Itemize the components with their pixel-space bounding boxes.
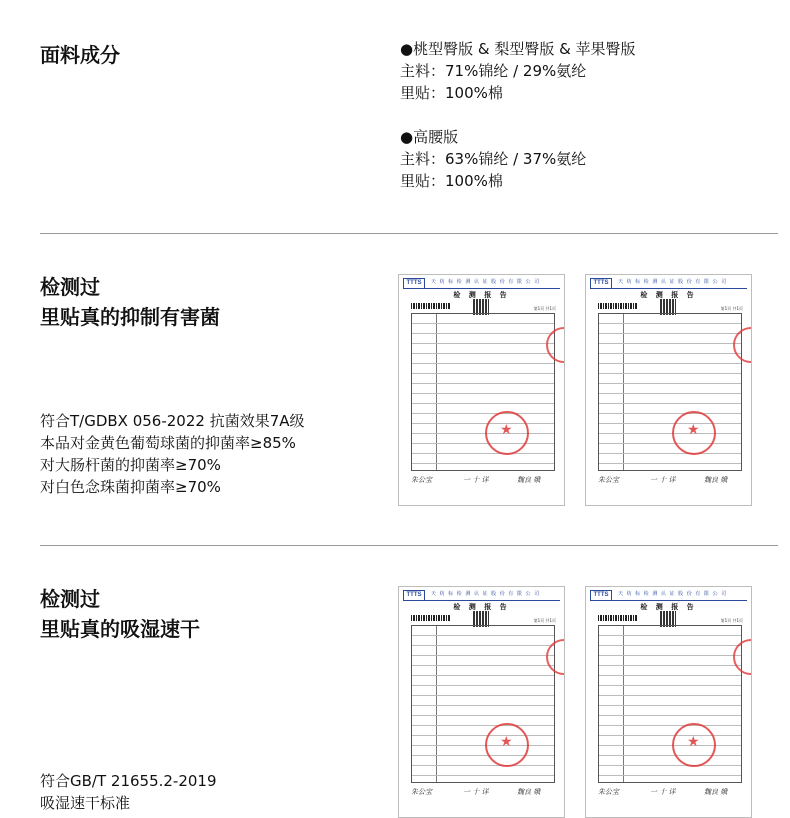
report-title: 检 测 报 告 [640,291,697,299]
report-title: 检 测 报 告 [453,603,510,611]
test-report-image [398,274,565,506]
antibacterial-detail: 对白色念珠菌抑菌率≥70% [40,478,221,496]
report-stamp-icon [485,411,529,455]
report-barcode [598,303,638,309]
moisture-detail: 符合GB/T 21655.2-2019 [40,772,217,790]
antibacterial-detail: 符合T/GDBX 056-2022 抗菌效果7A级 [40,412,305,430]
report-stamp-icon [672,723,716,767]
moisture-detail: 吸湿速干标准 [40,794,131,812]
report-signature: 朱公宝 [598,476,619,484]
moisture-details [40,770,217,814]
report-signature: 朱公宝 [598,788,619,796]
report-logo: TTTS [590,278,612,289]
antibacterial-heading [40,272,220,332]
fabric-group-2-title: ●高腰版 [400,128,459,146]
antibacterial-details [40,410,305,498]
report-signature: 朱公宝 [411,476,432,484]
report-signature: 一 十 详 [650,788,676,796]
report-signature: 魏良 娥 [517,788,541,796]
report-page: 第1页 共1页 [720,618,743,623]
report-logo: TTTS [403,590,425,601]
antibacterial-detail: 本品对金黄色葡萄球菌的抑菌率≥85% [40,434,296,452]
report-signature: 一 十 详 [463,788,489,796]
antibacterial-detail: 对大肠杆菌的抑菌率≥70% [40,456,221,474]
report-barcode [411,303,451,309]
antibacterial-heading-line-2: 里贴真的抑制有害菌 [40,305,220,329]
moisture-heading-line-1: 检测过 [40,587,100,611]
antibacterial-heading-line-1: 检测过 [40,275,100,299]
report-org: 天 纺 标 检 测 认 证 股 份 有 限 公 司 [618,591,728,597]
fabric-group-2-main: 主料：63%锦纶 / 37%氨纶 [400,150,587,168]
report-table [598,625,742,783]
report-signature: 朱公宝 [411,788,432,796]
report-barcode [411,615,451,621]
report-org: 天 纺 标 检 测 认 证 股 份 有 限 公 司 [618,279,728,285]
report-signature: 魏良 娥 [704,788,728,796]
fabric-heading: 面料成分 [40,43,120,67]
report-stamp-icon [672,411,716,455]
report-barcode [598,615,638,621]
test-report-image [585,586,752,818]
fabric-group-2-lining: 里贴：100%棉 [400,172,503,190]
report-stamp-icon [485,723,529,767]
report-page: 第1页 共1页 [720,306,743,311]
report-table [411,625,555,783]
report-title: 检 测 报 告 [640,603,697,611]
fabric-group-1-title: ●桃型臀版 & 梨型臀版 & 苹果臀版 [400,40,636,58]
fabric-group-1 [400,38,636,104]
report-signature: 魏良 娥 [517,476,541,484]
divider-1 [40,233,778,234]
report-title: 检 测 报 告 [453,291,510,299]
report-org: 天 纺 标 检 测 认 证 股 份 有 限 公 司 [431,591,541,597]
fabric-group-1-main: 主料：71%锦纶 / 29%氨纶 [400,62,587,80]
report-table [411,313,555,471]
fabric-group-2 [400,126,586,192]
report-signature: 一 十 详 [463,476,489,484]
report-logo: TTTS [590,590,612,601]
report-page: 第1页 共1页 [533,306,556,311]
report-page: 第1页 共1页 [533,618,556,623]
report-signature: 一 十 详 [650,476,676,484]
report-table [598,313,742,471]
report-signature: 魏良 娥 [704,476,728,484]
test-report-image [585,274,752,506]
moisture-heading [40,584,200,644]
divider-2 [40,545,778,546]
report-logo: TTTS [403,278,425,289]
report-org: 天 纺 标 检 测 认 证 股 份 有 限 公 司 [431,279,541,285]
test-report-image [398,586,565,818]
fabric-group-1-lining: 里贴：100%棉 [400,84,503,102]
moisture-heading-line-2: 里贴真的吸湿速干 [40,617,200,641]
